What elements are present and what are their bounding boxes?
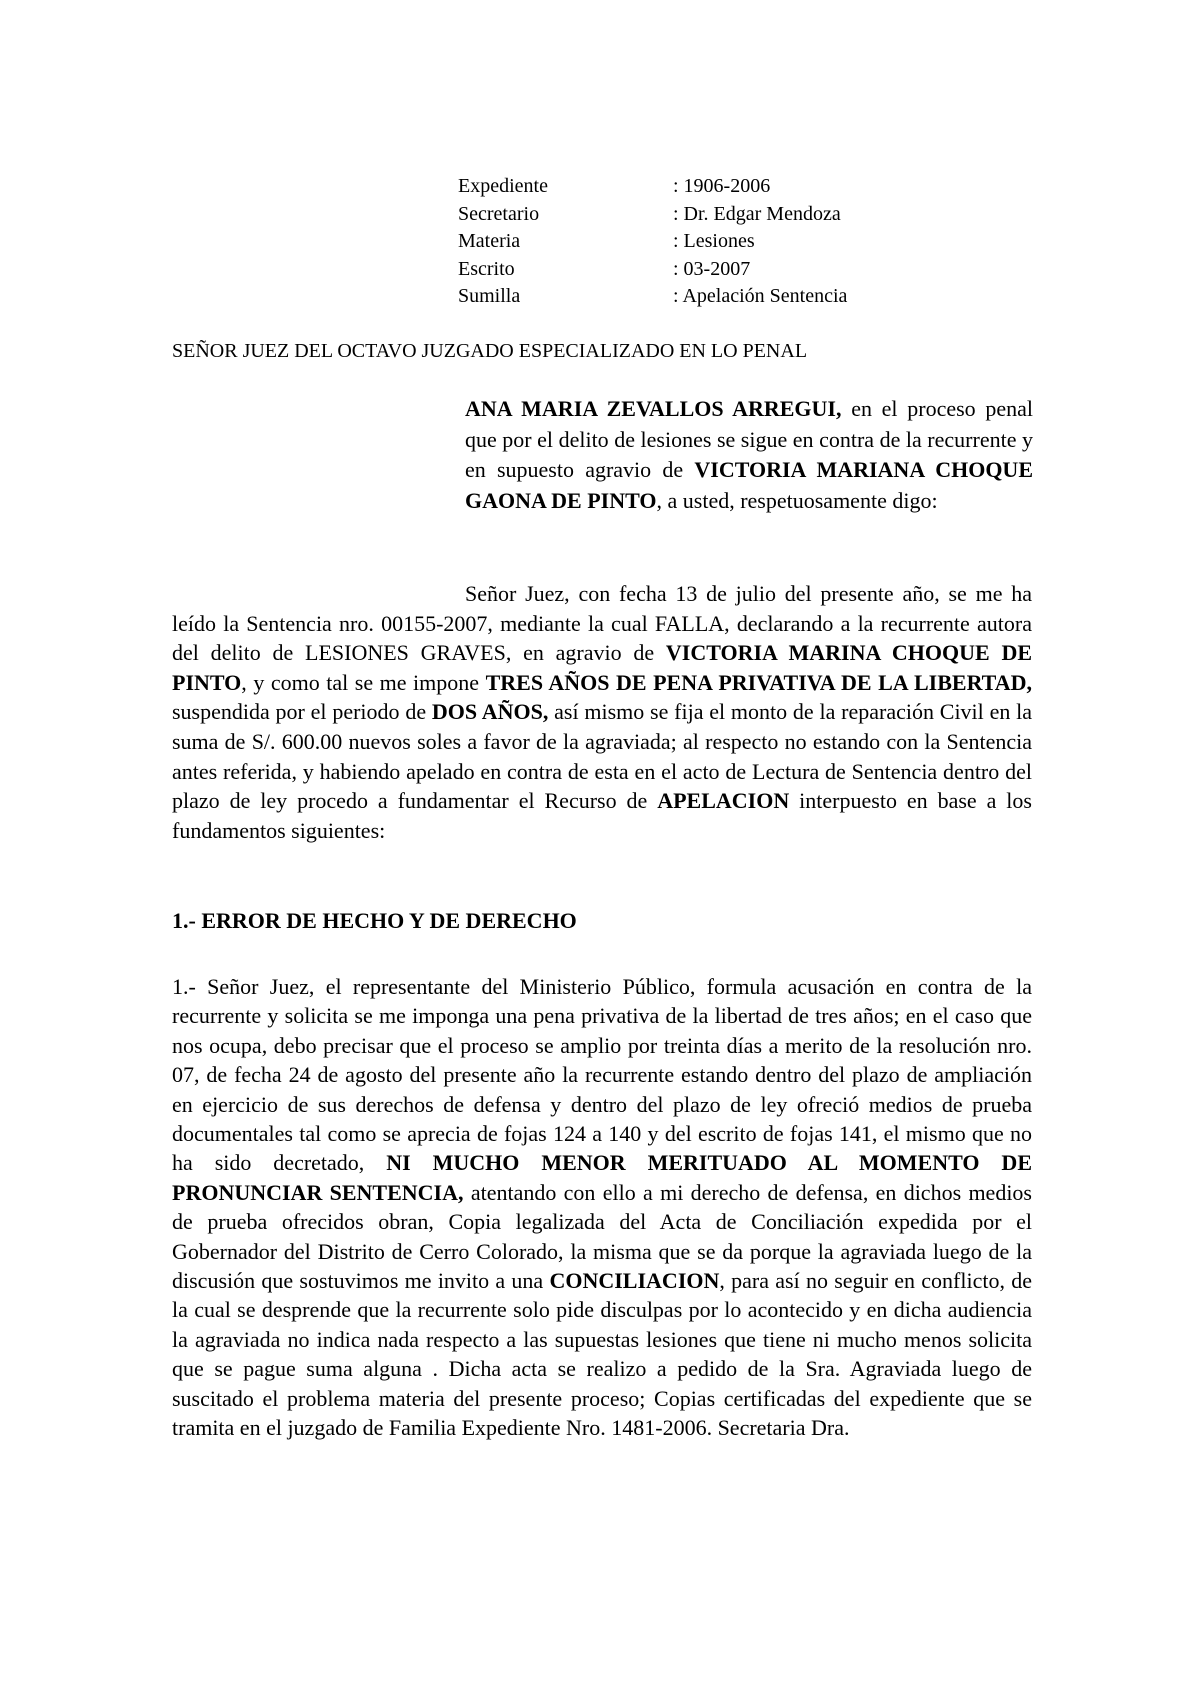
intro-closing: , a usted, respetuosamente digo:: [656, 487, 938, 513]
case-header-value: : Lesiones: [673, 230, 755, 252]
case-header-label: Sumilla: [458, 285, 521, 307]
case-header-value: : Dr. Edgar Mendoza: [673, 202, 841, 225]
paragraph-text: atentando con ello a mi derecho de defensa, en dichos medios de prueba ofrecidos obran, Copia legalizada del Acta de Conciliación expedida por el Gobernador del Distrito de Cerro Colorado, la misma que se da porque la agraviada luego de la discusión que sostuvimos me invito a una: [172, 1179, 1032, 1294]
paragraph-bold: DOS AÑOS,: [431, 699, 549, 725]
victim-name: VICTORIA MARIANA CHOQUE GAONA DE PINTO: [465, 457, 1033, 513]
paragraph-bold: TRES AÑOS DE PENA PRIVATIVA DE LA LIBERTAD,: [485, 669, 1032, 695]
case-header-row: [458, 228, 847, 256]
paragraph-text: , para así no seguir en conflicto, de la cual se desprende que la recurrente solo pide disculpas por lo acontecido y en dicha audiencia la agraviada no indica nada respecto a las supuestas lesiones que tiene ni mucho menos solicita que se pague suma alguna . Dicha acta se realizo a pedido de la Sra. Agraviada luego de suscitado el problema materia del presente proceso; Copias certificadas del expediente que se tramita en el juzgado de Familia Expediente Nro. 1481-2006. Secretaria Dra.: [172, 1268, 1032, 1441]
paragraph-bold: APELACION: [657, 788, 790, 814]
case-header-label: Expediente: [458, 175, 548, 197]
case-header-label: Materia: [458, 230, 521, 252]
intro-text: en el proceso penal que por el delito de lesiones se sigue en contra de la recurrente y en supuesto agravio de: [465, 396, 1033, 482]
case-header-label: Escrito: [458, 257, 515, 280]
paragraph-bold: CONCILIACION: [549, 1268, 720, 1294]
petitioner-name: ANA MARIA ZEVALLOS ARREGUI,: [465, 396, 842, 421]
paragraph-text: interpuesto en base a los fundamentos siguientes:: [172, 788, 1032, 843]
addressee-line: SEÑOR JUEZ DEL OCTAVO JUZGADO ESPECIALIZADO EN LO PENAL: [172, 340, 808, 362]
paragraph-text: , y como tal se me impone: [241, 669, 486, 695]
paragraph-bold: NI MUCHO MENOR MERITUADO AL MOMENTO DE PRONUNCIAR SENTENCIA,: [172, 1150, 1032, 1205]
paragraph-text: 1.- Señor Juez, el representante del Ministerio Público, formula acusación en contra de la recurrente y solicita se me imponga una pena privativa de la libertad de tres años; en el caso que nos ocupa, debo precisar que el proceso se amplio por treinta días a merito de la resolución nro. 07, de fecha 24 de agosto del presente año la recurrente estando dentro del plazo de ampliación en ejercicio de sus derechos de defensa y dentro del plazo de ley ofreció medios de prueba documentales tal como se aprecia de fojas 124 a 140 y del escrito de fojas 141, el mismo que no ha sido decretado,: [172, 974, 1032, 1176]
paragraph-text: así mismo se fija el monto de la reparación Civil en la suma de S/. 600.00 nuevos soles a favor de la agraviada; al respecto no estando con la Sentencia antes referida, y habiendo apelado en contra de esta en el acto de Lectura de Sentencia dentro del plazo de ley procedo a fundamentar el Recurso de: [172, 699, 1032, 814]
case-header-row: [458, 201, 847, 229]
case-header-label: Secretario: [458, 202, 540, 225]
paragraph-sentence: [172, 579, 1032, 845]
case-header-row: [458, 283, 847, 311]
paragraph-text: suspendida por el periodo de: [172, 699, 432, 725]
paragraph-bold: VICTORIA MARINA CHOQUE DE PINTO: [172, 640, 1033, 695]
paragraph-argument: [172, 972, 1032, 1443]
case-header-row: [458, 173, 847, 201]
case-header-value: : 1906-2006: [673, 175, 771, 197]
case-header-value: : 03-2007: [673, 257, 751, 280]
case-header: [458, 173, 847, 311]
case-header-row: [458, 256, 847, 284]
paragraph-text: Señor Juez, con fecha 13 de julio del presente año, se me ha leído la Sentencia nro. 00155-2007, mediante la cual FALLA, declarando a la recurrente autora del delito de LESIONES GRAVES, en agravio de: [172, 581, 1032, 666]
section-heading: 1.- ERROR DE HECHO Y DE DERECHO: [172, 908, 577, 933]
petitioner-intro: [465, 394, 1033, 516]
case-header-value: : Apelación Sentencia: [673, 285, 848, 307]
